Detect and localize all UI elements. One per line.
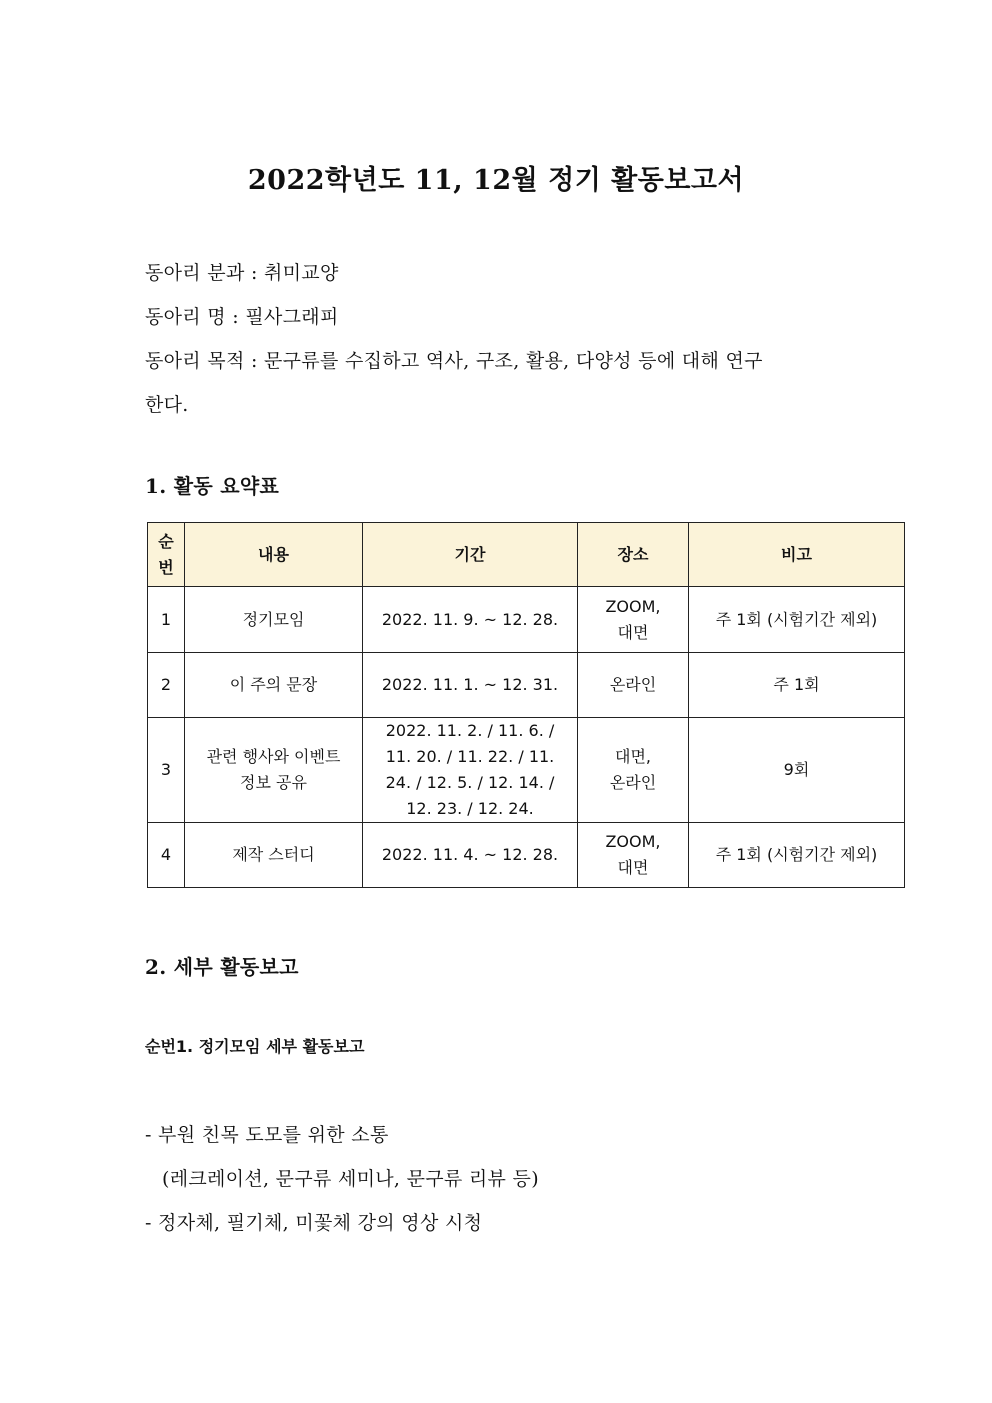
club-purpose-line2: 한다. — [145, 394, 189, 416]
cell-period-line2: 11. 20. / 11. 22. / 11. — [385, 747, 555, 766]
cell-place — [578, 718, 689, 823]
cell-place-line2: 온라인 — [609, 773, 657, 792]
cell-period-line3: 24. / 12. 5. / 12. 14. / — [385, 773, 555, 792]
header-place: 장소 — [578, 523, 689, 587]
header-no-line2: 번 — [158, 557, 174, 577]
club-category: 동아리 분과 : 취미교양 — [145, 262, 339, 284]
cell-period-line4: 12. 23. / 12. 24. — [406, 799, 534, 818]
cell-period: 2022. 11. 1. ~ 12. 31. — [363, 653, 578, 718]
cell-place — [578, 823, 689, 888]
cell-place-line1: 대면, — [615, 747, 651, 766]
bullet-item-continuation: (레크레이션, 문구류 세미나, 문구류 리뷰 등) — [162, 1168, 539, 1190]
section2-heading: 2. 세부 활동보고 — [145, 955, 299, 979]
cell-content: 정기모임 — [185, 587, 363, 653]
club-purpose-line1: 동아리 목적 : 문구류를 수집하고 역사, 구조, 활용, 다양성 등에 대해 연구 — [145, 350, 763, 372]
cell-no: 1 — [148, 587, 185, 653]
cell-no: 4 — [148, 823, 185, 888]
header-period: 기간 — [363, 523, 578, 587]
cell-period: 2022. 11. 9. ~ 12. 28. — [363, 587, 578, 653]
cell-place-line1: ZOOM, — [605, 832, 661, 851]
cell-place — [578, 587, 689, 653]
club-name: 동아리 명 : 필사그래피 — [145, 306, 339, 328]
cell-content-line2: 정보 공유 — [240, 773, 307, 792]
cell-place-line2: 대면 — [617, 622, 649, 642]
table-row — [148, 587, 905, 653]
table-header-row — [148, 523, 905, 587]
bullet-item: - 부원 친목 도모를 위한 소통 — [145, 1124, 389, 1146]
cell-note: 주 1회 (시험기간 제외) — [689, 823, 905, 888]
cell-content: 이 주의 문장 — [185, 653, 363, 718]
document-title: 2022학년도 11, 12월 정기 활동보고서 — [247, 165, 745, 196]
cell-note: 9회 — [689, 718, 905, 823]
cell-no: 2 — [148, 653, 185, 718]
cell-content-line1: 관련 행사와 이벤트 — [206, 747, 341, 766]
detail-subheading: 순번1. 정기모임 세부 활동보고 — [145, 1037, 365, 1056]
cell-period: 2022. 11. 4. ~ 12. 28. — [363, 823, 578, 888]
header-note: 비고 — [689, 523, 905, 587]
bullet-item: - 정자체, 필기체, 미꽃체 강의 영상 시청 — [145, 1212, 483, 1234]
cell-content — [185, 718, 363, 823]
activity-summary-table — [147, 522, 905, 888]
cell-place-line2: 대면 — [617, 858, 649, 877]
cell-note: 주 1회 (시험기간 제외) — [689, 587, 905, 653]
header-no-line1: 순 — [158, 531, 174, 551]
cell-no: 3 — [148, 718, 185, 823]
cell-period — [363, 718, 578, 823]
cell-content: 제작 스터디 — [185, 823, 363, 888]
header-content: 내용 — [185, 523, 363, 587]
cell-place: 온라인 — [578, 653, 689, 718]
cell-place-line1: ZOOM, — [605, 596, 661, 616]
table-row — [148, 823, 905, 888]
section1-heading: 1. 활동 요약표 — [145, 474, 280, 498]
table-row — [148, 718, 905, 823]
table-row — [148, 653, 905, 718]
cell-period-line1: 2022. 11. 2. / 11. 6. / — [385, 721, 555, 740]
header-no — [148, 523, 185, 587]
cell-note: 주 1회 — [689, 653, 905, 718]
